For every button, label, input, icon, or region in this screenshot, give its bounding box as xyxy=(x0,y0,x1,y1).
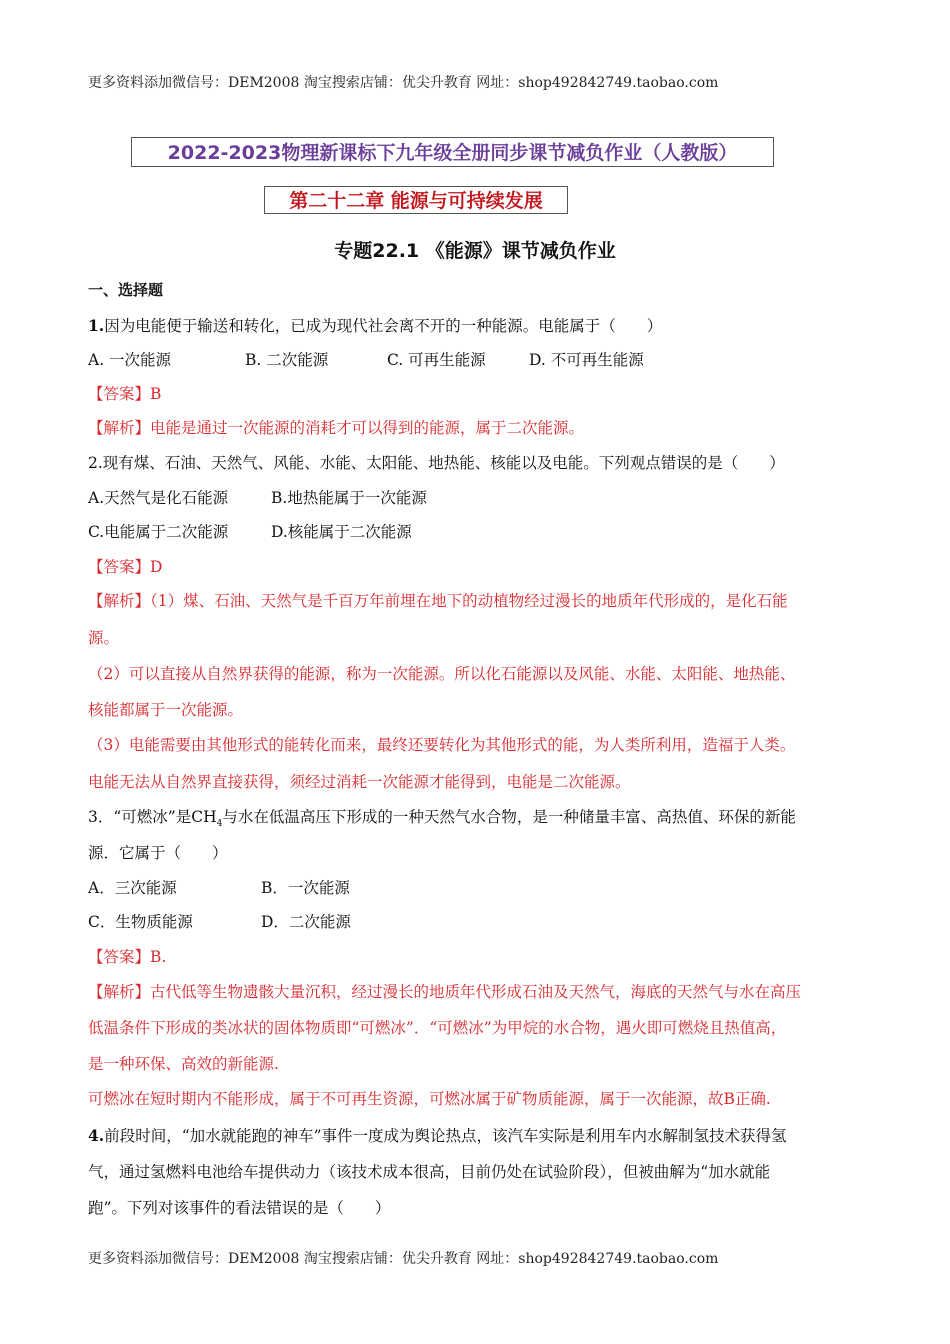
question-4-line3: 跑”。下列对该事件的看法错误的是（ ） xyxy=(88,1199,391,1217)
section-heading: 一、选择题 xyxy=(88,281,164,299)
q1-answer: 【答案】B xyxy=(88,385,162,403)
q1-analysis: 【解析】电能是通过一次能源的消耗才可以得到的能源，属于二次能源。 xyxy=(88,419,585,437)
q3-option-a: A．三次能源 xyxy=(88,879,177,897)
q3-option-b: B．一次能源 xyxy=(261,879,350,897)
q2-analysis-line: （3）电能需要由其他形式的能转化而来，最终还要转化为其他形式的能，为人类所利用，造福于人类。 xyxy=(88,736,796,754)
q2-analysis-line: 【解析】（1）煤、石油、天然气是千百万年前埋在地下的动植物经过漫长的地质年代形成的，是化石能 xyxy=(88,592,788,610)
question-1 xyxy=(88,314,662,336)
document-title: 2022-2023物理新课标下九年级全册同步课节减负作业（人教版） xyxy=(131,137,774,167)
q3-text-sub: 4 xyxy=(216,819,223,830)
q2-analysis-line: 核能都属于一次能源。 xyxy=(88,701,244,719)
q2-analysis-line: 源。 xyxy=(88,629,120,647)
question-4-line1 xyxy=(88,1124,787,1146)
q3-option-c: C．生物质能源 xyxy=(88,913,193,931)
q3-text-pre: 3．“可燃冰”是CH xyxy=(88,808,217,826)
q2-analysis-line: 电能无法从自然界直接获得，须经过消耗一次能源才能得到，电能是二次能源。 xyxy=(88,773,631,791)
q2-option-b: B.地热能属于一次能源 xyxy=(271,489,427,507)
page-footer: 更多资料添加微信号：DEM2008 淘宝搜索店铺：优尖升教育 网址：shop492842749.taobao.com xyxy=(88,1251,719,1267)
q1-option-b: B. 二次能源 xyxy=(245,351,329,369)
q3-analysis-line: 【解析】古代低等生物遗骸大量沉积，经过漫长的地质年代形成石油及天然气，海底的天然气与水在高压 xyxy=(88,983,802,1001)
q2-option-a: A.天然气是化石能源 xyxy=(88,489,229,507)
question-4-text: 前段时间，“加水就能跑的神车”事件一度成为舆论热点，该汽车实际是利用车内水解制氢技术获得氢 xyxy=(104,1127,787,1145)
q3-text-post: 与水在低温高压下形成的一种天然气水合物，是一种储量丰富、高热值、环保的新能 xyxy=(222,808,796,826)
question-2-text: 2.现有煤、石油、天然气、风能、水能、太阳能、地热能、核能以及电能。下列观点错误的是（ ） xyxy=(88,454,785,472)
q3-analysis-line: 低温条件下形成的类冰状的固体物质即“可燃冰”．“可燃冰”为甲烷的水合物，遇火即可燃烧且热值高， xyxy=(88,1019,787,1037)
q1-option-d: D. 不可再生能源 xyxy=(529,351,644,369)
chapter-title: 第二十二章 能源与可持续发展 xyxy=(264,186,568,214)
q3-analysis-line: 是一种环保、高效的新能源. xyxy=(88,1055,279,1073)
question-3-text xyxy=(88,805,796,829)
q2-answer: 【答案】D xyxy=(88,558,163,576)
question-1-text: 因为电能便于输送和转化，已成为现代社会离不开的一种能源。电能属于（ ） xyxy=(104,317,663,335)
q2-option-c: C.电能属于二次能源 xyxy=(88,523,229,541)
q3-answer: 【答案】B. xyxy=(88,948,167,966)
q3-option-d: D．二次能源 xyxy=(261,913,351,931)
q1-option-c: C. 可再生能源 xyxy=(387,351,486,369)
q2-option-d: D.核能属于二次能源 xyxy=(271,523,412,541)
question-1-number: 1. xyxy=(88,316,105,335)
question-3-text-line2: 源．它属于（ ） xyxy=(88,844,228,862)
q3-analysis-line: 可燃冰在短时期内不能形成，属于不可再生资源，可燃冰属于矿物质能源，属于一次能源，故B正确. xyxy=(88,1090,771,1108)
q2-analysis-line: （2）可以直接从自然界获得的能源，称为一次能源。所以化石能源以及风能、水能、太阳能、地热能、 xyxy=(88,665,796,683)
topic-title: 专题22.1 《能源》课节减负作业 xyxy=(334,240,616,262)
question-4-line2: 气，通过氢燃料电池给车提供动力（该技术成本很高，目前仍处在试验阶段），但被曲解为“加水就能 xyxy=(88,1163,771,1181)
q1-option-a: A. 一次能源 xyxy=(88,351,172,369)
question-4-number: 4. xyxy=(88,1126,105,1145)
page-header: 更多资料添加微信号：DEM2008 淘宝搜索店铺：优尖升教育 网址：shop492842749.taobao.com xyxy=(88,75,719,91)
